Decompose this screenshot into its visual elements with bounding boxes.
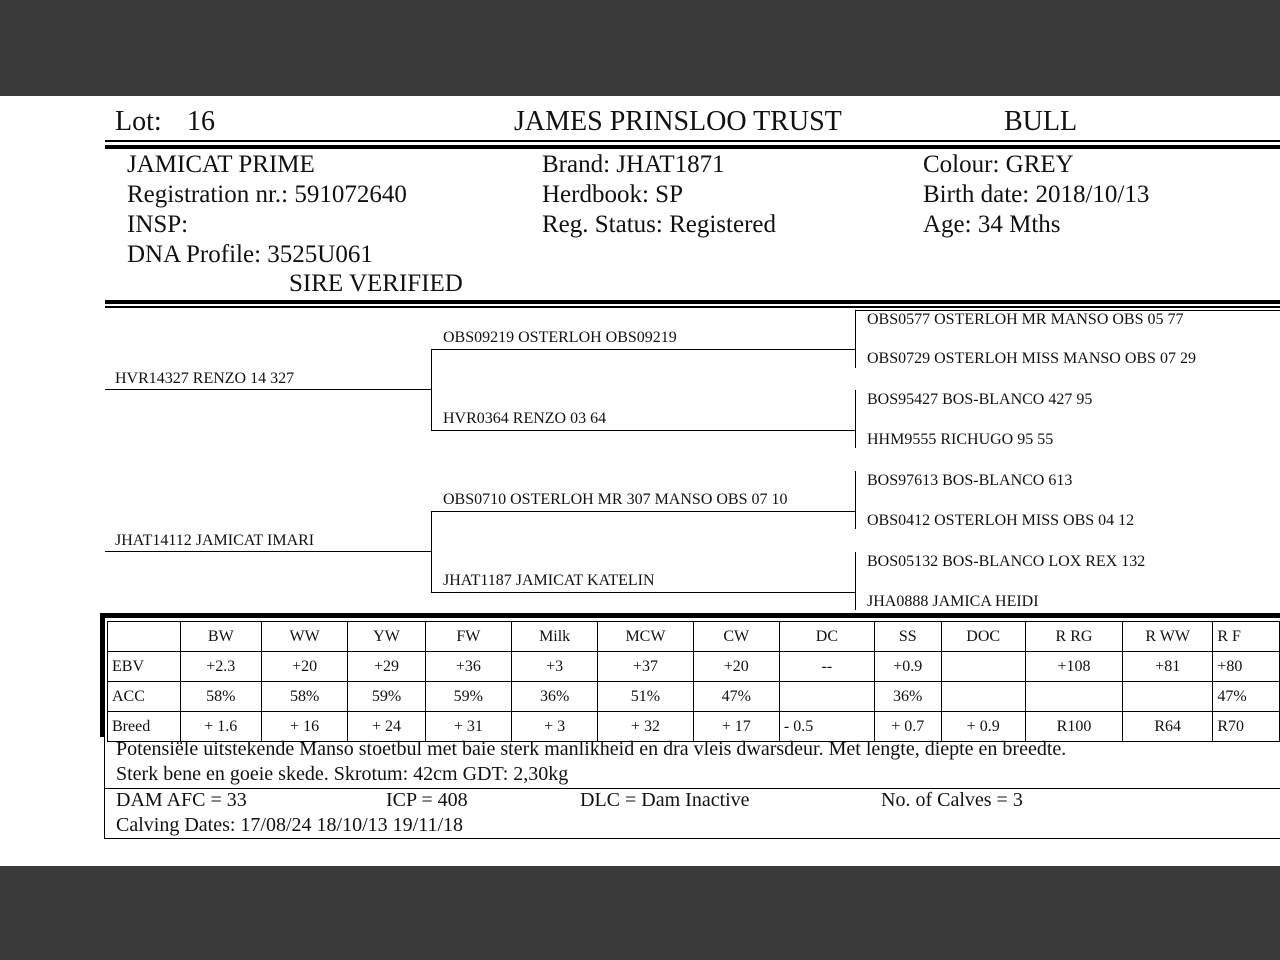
breed-cell: + 24 [348, 712, 425, 742]
ebv-header-cell: YW [348, 622, 425, 652]
dam-line [105, 551, 431, 552]
pedigree-dam: JHAT14112 JAMICAT IMARI [115, 532, 315, 549]
pedigree-sire-sire: OBS09219 OSTERLOH OBS09219 [443, 329, 677, 346]
animal-type: BULL [1004, 106, 1078, 137]
pedigree-ggp-6: OBS0412 OSTERLOH MISS OBS 04 12 [867, 512, 1135, 529]
ebv-top-rule [100, 613, 1280, 618]
ebv-cell: +108 [1025, 652, 1122, 682]
dam-calves: No. of Calves = 3 [881, 789, 1023, 811]
pedigree-ggp-2: OBS0729 OSTERLOH MISS MANSO OBS 07 29 [867, 350, 1196, 367]
brand: Brand: JHAT1871 [542, 151, 725, 178]
reg-status: Reg. Status: Registered [542, 211, 776, 238]
lot-number: 16 [187, 106, 215, 137]
calving-dates: Calving Dates: 17/08/24 18/10/13 19/11/18 [116, 814, 464, 836]
acc-cell: 59% [348, 682, 425, 712]
ebv-header-cell: R RG [1025, 622, 1122, 652]
ebv-header-cell: R F [1213, 622, 1280, 652]
header-rule [105, 145, 1280, 149]
ggp-1-line [855, 310, 1280, 311]
breed-cell: + 31 [425, 712, 511, 742]
ebv-header-cell: DC [779, 622, 874, 652]
acc-cell: 36% [874, 682, 941, 712]
dam-dam-line [431, 592, 856, 593]
ebv-cell: -- [779, 652, 874, 682]
header-underline [105, 140, 1280, 142]
ebv-cell: +37 [598, 652, 693, 682]
insp-field: INSP: [127, 211, 189, 238]
dam-afc: DAM AFC = 33 [116, 789, 247, 811]
dam-dlc: DLC = Dam Inactive [580, 789, 750, 811]
ebv-cell [941, 652, 1025, 682]
breed-cell: - 0.5 [779, 712, 874, 742]
pedigree-ggp-1: OBS0577 OSTERLOH MR MANSO OBS 05 77 [867, 311, 1184, 328]
ebv-cell: +0.9 [874, 652, 941, 682]
dam-sire-line [431, 511, 856, 512]
animal-name: JAMICAT PRIME [127, 151, 315, 178]
breed-cell: + 0.9 [941, 712, 1025, 742]
ebv-header-row [108, 622, 1280, 652]
sire-sire-bracket [855, 310, 856, 368]
acc-cell [941, 682, 1025, 712]
birth-date: Birth date: 2018/10/13 [923, 181, 1150, 208]
ebv-header-cell: SS [874, 622, 941, 652]
sire-bracket [431, 350, 432, 431]
ebv-header-cell: CW [693, 622, 779, 652]
breed-cell: R100 [1025, 712, 1122, 742]
ebv-corner-cell [108, 622, 181, 652]
acc-cell: 59% [425, 682, 511, 712]
ebv-header-cell: WW [261, 622, 347, 652]
colour: Colour: GREY [923, 151, 1074, 178]
ebv-header-cell: Milk [511, 622, 597, 652]
pedigree-ggp-5: BOS97613 BOS-BLANCO 613 [867, 472, 1073, 489]
acc-cell: 58% [180, 682, 261, 712]
seller-name: JAMES PRINSLOO TRUST [514, 106, 842, 137]
ebv-header-cell: MCW [598, 622, 693, 652]
ebv-header-cell: FW [425, 622, 511, 652]
ebv-header-cell: BW [180, 622, 261, 652]
acc-cell [1123, 682, 1213, 712]
ebv-cell: +29 [348, 652, 425, 682]
pedigree-ggp-8: JHA0888 JAMICA HEIDI [867, 593, 1039, 610]
ebv-cell: +36 [425, 652, 511, 682]
ebv-header-cell: DOC [941, 622, 1025, 652]
ebv-cell: +20 [693, 652, 779, 682]
details-underline [105, 306, 1280, 308]
acc-cell [1025, 682, 1122, 712]
ebv-cell: +81 [1123, 652, 1213, 682]
sire-sire-line [431, 349, 856, 350]
notes-line-2: Sterk bene en goeie skede. Skrotum: 42cm GDT: 2,30kg [116, 763, 569, 785]
acc-row [108, 682, 1280, 712]
ebv-cell: +80 [1213, 652, 1280, 682]
ebv-row [108, 652, 1280, 682]
acc-cell: 47% [693, 682, 779, 712]
ebv-cell: +3 [511, 652, 597, 682]
dna-profile: DNA Profile: 3525U061 [127, 241, 373, 268]
acc-cell [779, 682, 874, 712]
dam-icp: ICP = 408 [386, 789, 468, 811]
acc-cell: 58% [261, 682, 347, 712]
sire-dam-bracket [855, 390, 856, 448]
dam-bracket [431, 512, 432, 593]
dam-sire-bracket [855, 471, 856, 529]
pedigree-ggp-4: HHM9555 RICHUGO 95 55 [867, 431, 1054, 448]
lot-sheet [0, 96, 1280, 866]
breed-cell: + 0.7 [874, 712, 941, 742]
details-rule [105, 300, 1280, 304]
ebv-cell: +2.3 [180, 652, 261, 682]
pedigree-ggp-7: BOS05132 BOS-BLANCO LOX REX 132 [867, 553, 1146, 570]
breed-cell: R70 [1213, 712, 1280, 742]
breed-cell: + 1.6 [180, 712, 261, 742]
breed-cell: + 16 [261, 712, 347, 742]
ebv-header-cell: R WW [1123, 622, 1213, 652]
pedigree-sire-dam: HVR0364 RENZO 03 64 [443, 410, 607, 427]
notes-line-1: Potensiële uitstekende Manso stoetbul met baie sterk manlikheid en dra vleis dwarsdeur. Met lengte, diepte en breedte. [116, 738, 1067, 760]
pedigree-sire: HVR14327 RENZO 14 327 [115, 370, 295, 387]
acc-cell: 51% [598, 682, 693, 712]
breed-row [108, 712, 1280, 742]
acc-cell: 47% [1213, 682, 1280, 712]
breed-cell: + 3 [511, 712, 597, 742]
pedigree-ggp-3: BOS95427 BOS-BLANCO 427 95 [867, 391, 1093, 408]
acc-cell: 36% [511, 682, 597, 712]
pedigree-dam-dam: JHAT1187 JAMICAT KATELIN [443, 572, 655, 589]
lot-label: Lot: [115, 106, 162, 137]
age: Age: 34 Mths [923, 211, 1061, 238]
ebv-cell: +20 [261, 652, 347, 682]
breed-row-label: Breed [108, 712, 181, 742]
ebv-left-rule [100, 613, 105, 737]
sire-verified: SIRE VERIFIED [289, 270, 463, 297]
ebv-table [107, 621, 1280, 742]
breed-cell: R64 [1123, 712, 1213, 742]
herdbook: Herdbook: SP [542, 181, 683, 208]
dam-dam-bracket [855, 552, 856, 610]
breed-cell: + 17 [693, 712, 779, 742]
sire-line [105, 389, 431, 390]
pedigree-dam-sire: OBS0710 OSTERLOH MR 307 MANSO OBS 07 10 [443, 491, 788, 508]
sire-dam-line [431, 430, 856, 431]
bottom-border [104, 838, 1280, 839]
ebv-row-label: EBV [108, 652, 181, 682]
registration-number: Registration nr.: 591072640 [127, 181, 407, 208]
breed-cell: + 32 [598, 712, 693, 742]
acc-row-label: ACC [108, 682, 181, 712]
